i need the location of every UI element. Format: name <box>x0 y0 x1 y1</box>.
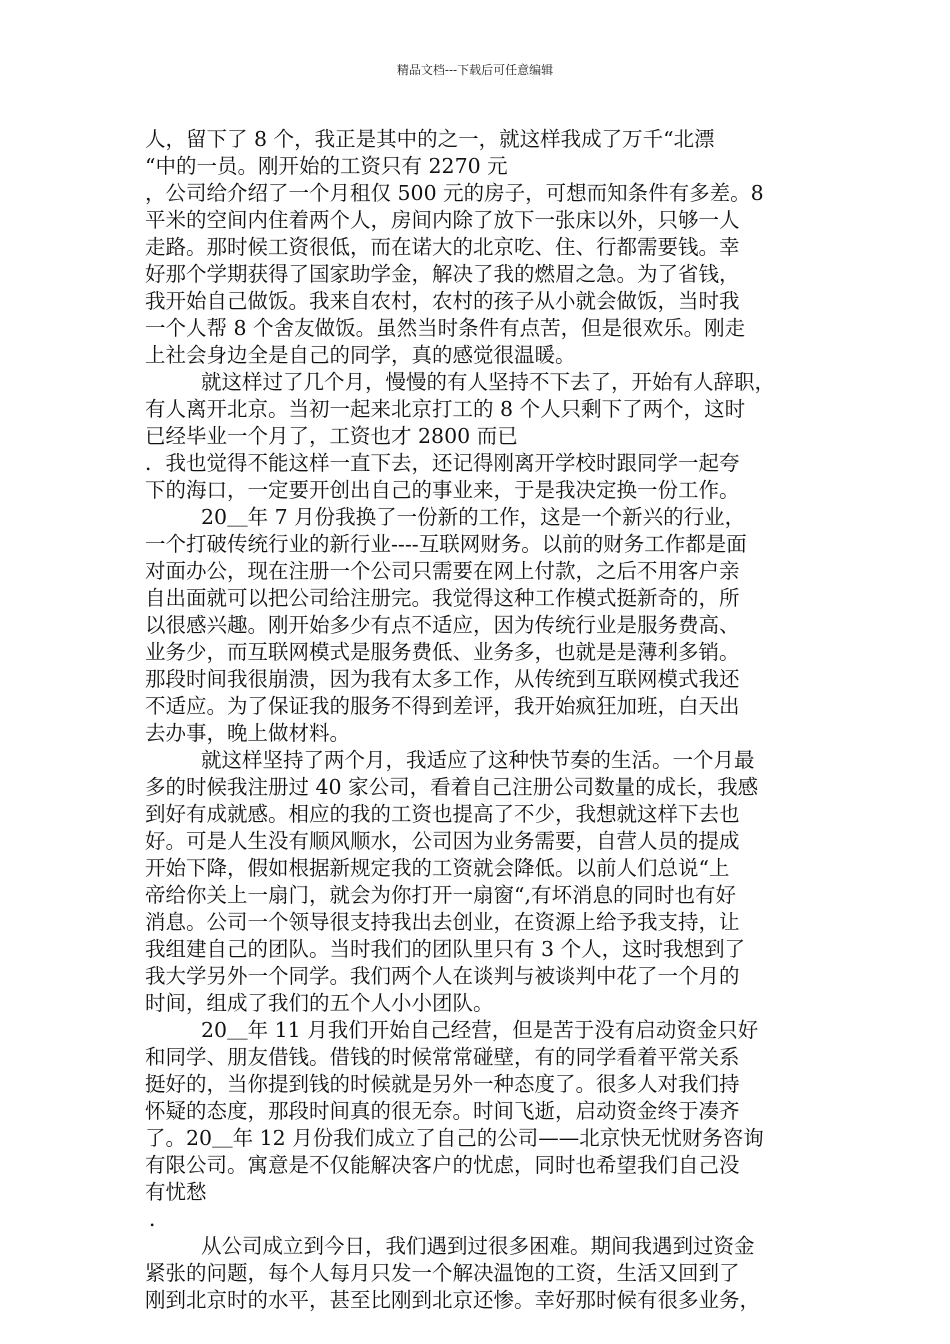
paragraph-start-line: 20＿年 11 月我们开始自己经营，但是苦于没有启动资金只好 <box>201 1018 759 1042</box>
text-line: 下的海口，一定要开创出自己的事业来，于是我决定换一份工作。 <box>145 478 740 502</box>
paragraph-start-line: 就这样坚持了两个月，我适应了这种快节奏的生活。一个月最 <box>201 748 755 772</box>
text-line: 以很感兴趣。刚开始多少有点不适应，因为传统行业是服务费高、 <box>145 613 740 637</box>
document-body <box>145 126 830 1314</box>
text-line: 好那个学期获得了国家助学金，解决了我的燃眉之急。为了省钱， <box>145 262 740 286</box>
text-line: 有人离开北京。当初一起来北京打工的 8 个人只剩下了两个，这时 <box>145 397 746 421</box>
text-line: 和同学、朋友借钱。借钱的时候常常碰壁，有的同学看着平常关系 <box>145 1045 740 1069</box>
text-line: ．我也觉得不能这样一直下去，还记得刚离开学校时跟同学一起夸 <box>145 451 740 475</box>
text-line: 怀疑的态度，那段时间真的很无奈。时间飞逝，启动资金终于凑齐 <box>145 1099 740 1123</box>
text-line: 刚到北京时的水平，甚至比刚到北京还惨。幸好那时候有很多业务， <box>145 1288 760 1312</box>
text-line: 挺好的，当你提到钱的时候就是另外一种态度了。很多人对我们持 <box>145 1072 740 1096</box>
text-line: 我大学另外一个同学。我们两个人在谈判与被谈判中花了一个月的 <box>145 964 740 988</box>
text-line: 不适应。为了保证我的服务不得到差评，我开始疯狂加班，白天出 <box>145 694 740 718</box>
page-header: 精品文档---下载后可任意编辑 <box>396 63 554 77</box>
paragraph-start-line: 从公司成立到今日，我们遇到过很多困难。期间我遇到过资金 <box>201 1234 755 1258</box>
text-line: 到好有成就感。相应的我的工资也提高了不少，我想就这样下去也 <box>145 802 740 826</box>
text-line: 自出面就可以把公司给注册完。我觉得这种工作模式挺新奇的，所 <box>145 586 740 610</box>
text-line: 有限公司。寓意是不仅能解决客户的忧虑，同时也希望我们自己没 <box>145 1153 740 1177</box>
text-line: 平米的空间内住着两个人，房间内除了放下一张床以外，只够一人 <box>145 208 740 232</box>
text-line: 消息。公司一个领导很支持我出去创业，在资源上给予我支持，让 <box>145 910 740 934</box>
text-line: 那段时间我很崩溃，因为我有太多工作，从传统到互联网模式我还 <box>145 667 740 691</box>
text-line: ，公司给介绍了一个月租仅 500 元的房子，可想而知条件有多差。8 <box>145 181 764 205</box>
paragraph-start-line: 就这样过了几个月，慢慢的有人坚持不下去了，开始有人辞职， <box>201 370 775 394</box>
text-line: 紧张的问题，每个人每月只发一个解决温饱的工资，生活又回到了 <box>145 1261 740 1285</box>
text-line: 我开始自己做饭。我来自农村，农村的孩子从小就会做饭，当时我 <box>145 289 740 313</box>
text-line: 人，留下了 8 个，我正是其中的之一，就这样我成了万千“北漂 <box>145 127 715 151</box>
text-line: 好。可是人生没有顺风顺水，公司因为业务需要，自营人员的提成 <box>145 829 740 853</box>
text-line: 了。20＿年 12 月份我们成立了自己的公司——北京快无忧财务咨询 <box>145 1126 764 1150</box>
text-line: 去办事，晚上做材料。 <box>145 721 350 745</box>
paragraph-start-line: 20＿年 7 月份我换了一份新的工作，这是一个新兴的行业， <box>201 505 746 529</box>
text-line: “中的一员。刚开始的工资只有 2270 元 <box>145 154 508 178</box>
text-line: 已经毕业一个月了，工资也才 2800 而已 <box>145 424 518 448</box>
text-line: 多的时候我注册过 40 家公司，看着自己注册公司数量的成长，我感 <box>145 775 759 799</box>
text-line: 一个打破传统行业的新行业----互联网财务。以前的财务工作都是面 <box>145 532 747 556</box>
text-line: ． <box>149 1207 170 1231</box>
text-line: 有忧愁 <box>145 1180 207 1204</box>
text-line: 走路。那时候工资很低，而在诺大的北京吃、住、行都需要钱。幸 <box>145 235 740 259</box>
text-line: 开始下降，假如根据新规定我的工资就会降低。以前人们总说“上 <box>145 856 730 880</box>
text-line: 帝给你关上一扇门，就会为你打开一扇窗“,有坏消息的同时也有好 <box>145 883 736 907</box>
text-line: 时间，组成了我们的五个人小小团队。 <box>145 991 494 1015</box>
text-line: 对面办公，现在注册一个公司只需要在网上付款，之后不用客户亲 <box>145 559 740 583</box>
text-line: 业务少，而互联网模式是服务费低、业务多，也就是是薄利多销。 <box>145 640 740 664</box>
text-line: 我组建自己的团队。当时我们的团队里只有 3 个人，这时我想到了 <box>145 937 746 961</box>
text-line: 一个人帮 8 个舍友做饭。虽然当时条件有点苦，但是很欢乐。刚走 <box>145 316 746 340</box>
text-line: 上社会身边全是自己的同学，真的感觉很温暖。 <box>145 343 576 367</box>
